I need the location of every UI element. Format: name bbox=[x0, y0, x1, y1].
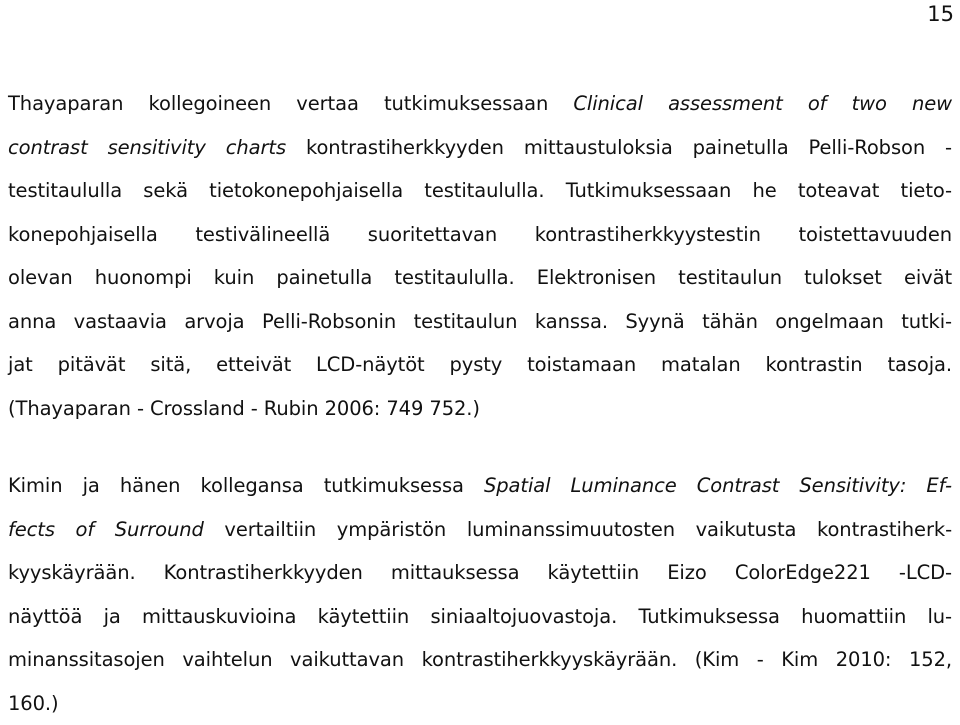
text-segment: testitaululla sekä tietokonepohjaisella testitaululla. Tutkimuksessaan he toteavat tieto- bbox=[8, 179, 952, 202]
text-segment: näyttöä ja mittauskuvioina käytettiin siniaaltojuovastoja. Tutkimuksessa huomattiin lu- bbox=[8, 605, 952, 628]
text-line bbox=[8, 682, 952, 725]
text-line bbox=[8, 551, 952, 595]
text-line bbox=[8, 464, 952, 508]
text-segment: jat pitävät sitä, etteivät LCD-näytöt pysty toistamaan matalan kontrastin tasoja. bbox=[8, 353, 952, 376]
paragraph-thayaparan bbox=[8, 82, 952, 430]
text-segment: (Thayaparan - Crossland - Rubin 2006: 749 752.) bbox=[8, 397, 480, 420]
text-line bbox=[8, 595, 952, 639]
text-line bbox=[8, 300, 952, 344]
text-segment: anna vastaavia arvoja Pelli-Robsonin testitaulun kanssa. Syynä tähän ongelmaan tutki- bbox=[8, 310, 952, 333]
text-segment: 160.) bbox=[8, 692, 59, 715]
text-segment: kontrastiherkkyyden mittaustuloksia painetulla Pelli-Robson - bbox=[286, 136, 952, 159]
text-segment: olevan huonompi kuin painetulla testitaululla. Elektronisen testitaulun tulokset eivät bbox=[8, 266, 952, 289]
page-number: 15 bbox=[927, 2, 954, 26]
text-line bbox=[8, 638, 952, 682]
italic-title-segment: contrast sensitivity charts bbox=[8, 136, 286, 159]
italic-title-segment: Spatial Luminance Contrast Sensitivity: Ef- bbox=[484, 474, 952, 497]
text-line bbox=[8, 169, 952, 213]
text-line bbox=[8, 256, 952, 300]
italic-title-segment: fects of Surround bbox=[8, 518, 204, 541]
text-segment: minanssitasojen vaihtelun vaikuttavan kontrastiherkkyyskäyrään. (Kim - Kim 2010: 152, bbox=[8, 648, 952, 671]
text-line bbox=[8, 213, 952, 257]
text-segment: Thayaparan kollegoineen vertaa tutkimuksessaan bbox=[8, 92, 573, 115]
text-line bbox=[8, 82, 952, 126]
text-line bbox=[8, 387, 952, 431]
text-line bbox=[8, 343, 952, 387]
text-segment: konepohjaisella testivälineellä suoritettavan kontrastiherkkyystestin toistettavuuden bbox=[8, 223, 952, 246]
text-line bbox=[8, 508, 952, 552]
text-segment: Kimin ja hänen kollegansa tutkimuksessa bbox=[8, 474, 484, 497]
text-line bbox=[8, 126, 952, 170]
italic-title-segment: Clinical assessment of two new bbox=[573, 92, 952, 115]
text-segment: kyyskäyrään. Kontrastiherkkyyden mittauksessa käytettiin Eizo ColorEdge221 -LCD- bbox=[8, 561, 952, 584]
text-segment: vertailtiin ympäristön luminanssimuutosten vaikutusta kontrastiherk- bbox=[204, 518, 952, 541]
paragraph-kim bbox=[8, 464, 952, 725]
